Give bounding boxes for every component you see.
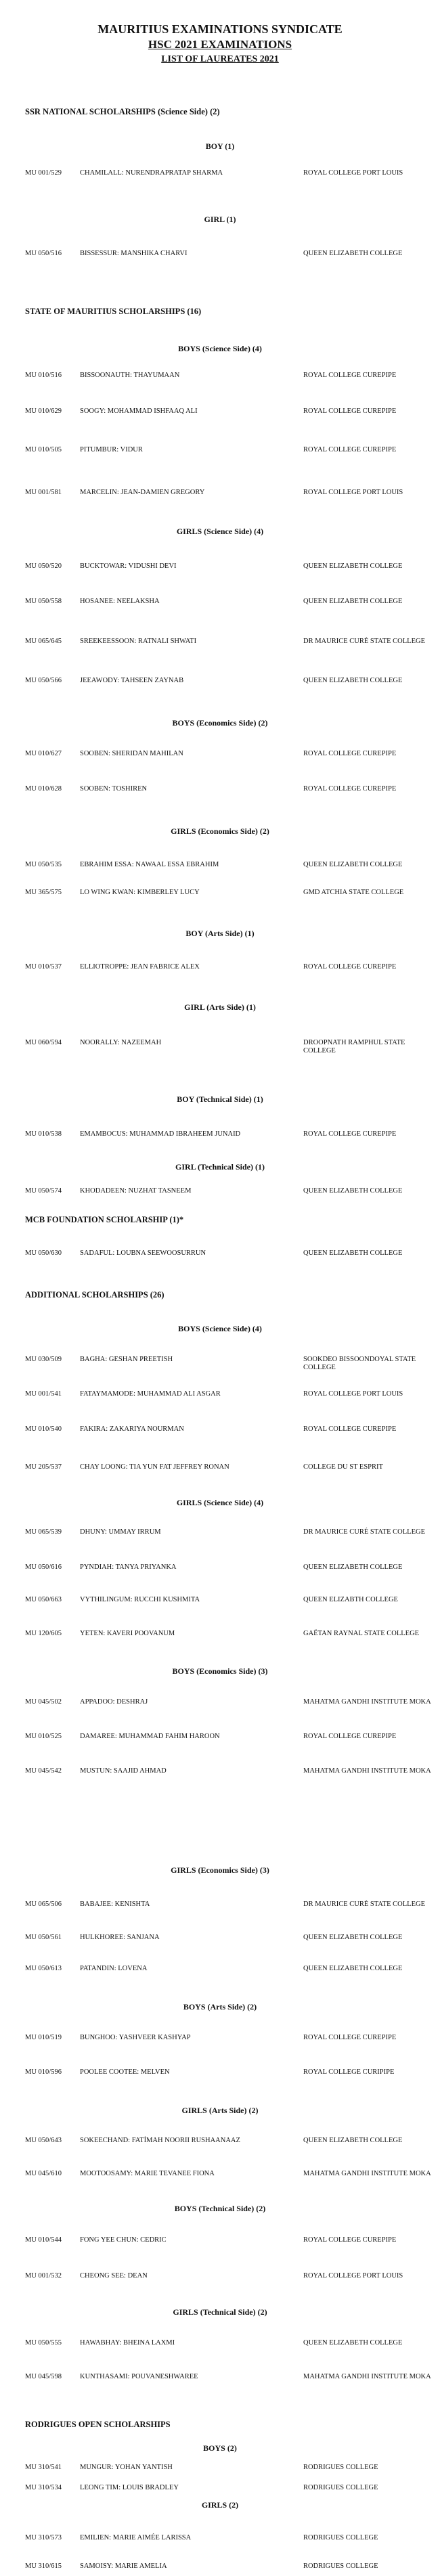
laureate-name: YETEN: KAVERI POOVANUM — [80, 1630, 175, 1637]
section-heading: STATE OF MAURITIUS SCHOLARSHIPS (16) — [25, 307, 202, 316]
list-title: LIST OF LAUREATES 2021 — [161, 54, 279, 64]
index-number: MU 310/541 — [25, 2464, 62, 2471]
index-number: MU 065/539 — [25, 1528, 62, 1536]
index-number: MU 365/575 — [25, 889, 62, 896]
exam-title: HSC 2021 EXAMINATIONS — [148, 38, 292, 51]
laureate-name: CHAY LOONG: TIA YUN FAT JEFFREY RONAN — [80, 1463, 229, 1471]
school-name: ROYAL COLLEGE PORT LOUIS — [303, 169, 403, 177]
laureate-name: SREEKEESSOON: RATNALI SHWATI — [80, 638, 197, 645]
index-number: MU 060/594 — [25, 1039, 62, 1046]
school-name: DR MAURICE CURÉ STATE COLLEGE — [303, 1528, 425, 1536]
index-number: MU 050/574 — [25, 1187, 62, 1195]
laureate-name: CHEONG SEE: DEAN — [80, 2272, 148, 2280]
laureate-name: SOOGY: MOHAMMAD ISHFAAQ ALI — [80, 407, 198, 415]
laureate-name: MUSTUN: SAAJID AHMAD — [80, 1767, 167, 1775]
group-heading: BOYS (Technical Side) (2) — [174, 2204, 266, 2213]
laureate-name: MARCELIN: JEAN-DAMIEN GREGORY — [80, 489, 205, 496]
laureate-name: DAMAREE: MUHAMMAD FAHIM HAROON — [80, 1733, 220, 1740]
laureate-name: LEONG TIM: LOUIS BRADLEY — [80, 2484, 179, 2491]
group-heading: BOYS (Science Side) (4) — [178, 1324, 262, 1333]
index-number: MU 010/629 — [25, 407, 62, 415]
index-number: MU 001/541 — [25, 1390, 62, 1398]
index-number: MU 050/555 — [25, 2339, 62, 2347]
index-number: MU 050/663 — [25, 1596, 62, 1603]
index-number: MU 045/610 — [25, 2170, 62, 2177]
school-name: GAËTAN RAYNAL STATE COLLEGE — [303, 1630, 420, 1637]
school-name: ROYAL COLLEGE PORT LOUIS — [303, 489, 403, 496]
school-name: QUEEN ELIZABETH COLLEGE — [303, 2137, 403, 2144]
index-number: MU 050/643 — [25, 2137, 62, 2144]
laureate-name: KHODADEEN: NUZHAT TASNEEM — [80, 1187, 192, 1195]
group-heading: BOY (1) — [205, 141, 235, 151]
section-heading: SSR NATIONAL SCHOLARSHIPS (Science Side) (2) — [25, 107, 220, 116]
laureate-name: BISSESSUR: MANSHIKA CHARVI — [80, 250, 188, 257]
laureate-name: BABAJEE: KENISHTA — [80, 1901, 150, 1908]
school-name: MAHATMA GANDHI INSTITUTE MOKA — [303, 2170, 431, 2177]
laureate-name: PATANDIN: LOVENA — [80, 1965, 148, 1972]
laureate-name: BUCKTOWAR: VIDUSHI DEVI — [80, 562, 177, 570]
group-heading: BOYS (Economics Side) (3) — [172, 1666, 268, 1676]
index-number: MU 010/596 — [25, 2068, 62, 2076]
laureate-name: HULKHOREE: SANJANA — [80, 1934, 160, 1941]
index-number: MU 050/630 — [25, 1249, 62, 1257]
index-number: MU 310/534 — [25, 2484, 62, 2491]
school-name: ROYAL COLLEGE CUREPIPE — [303, 372, 397, 379]
school-name: ROYAL COLLEGE CUREPIPE — [303, 1733, 397, 1740]
index-number: MU 010/538 — [25, 1130, 62, 1138]
section-heading: RODRIGUES OPEN SCHOLARSHIPS — [25, 2420, 171, 2429]
laureate-name: JEEAWODY: TAHSEEN ZAYNAB — [80, 677, 184, 684]
school-name: SOOKDEO BISSOONDOYAL STATE COLLEGE — [303, 1356, 416, 1371]
school-name: ROYAL COLLEGE CUREPIPE — [303, 1130, 397, 1138]
school-name: ROYAL COLLEGE CUREPIPE — [303, 2034, 397, 2041]
laureate-name: ELLIOTROPPE: JEAN FABRICE ALEX — [80, 963, 200, 971]
laureate-name: BAGHA: GESHAN PREETISH — [80, 1356, 173, 1363]
group-heading: BOYS (Arts Side) (2) — [183, 2002, 257, 2012]
index-number: MU 050/561 — [25, 1934, 62, 1941]
school-name: ROYAL COLLEGE CUREPIPE — [303, 750, 397, 757]
laureate-name: FATAYMAMODE: MUHAMMAD ALI ASGAR — [80, 1390, 221, 1398]
school-name: ROYAL COLLEGE PORT LOUIS — [303, 2272, 403, 2280]
section-heading: ADDITIONAL SCHOLARSHIPS (26) — [25, 1290, 164, 1300]
school-name: ROYAL COLLEGE CUREPIPE — [303, 407, 397, 415]
laureate-name: MOOTOOSAMY: MARIE TEVANEE FIONA — [80, 2170, 215, 2177]
index-number: MU 310/573 — [25, 2534, 62, 2541]
index-number: MU 050/613 — [25, 1965, 62, 1972]
school-name: RODRIGUES COLLEGE — [303, 2534, 378, 2541]
index-number: MU 010/627 — [25, 750, 62, 757]
laureate-name: EMILIEN: MARIE AIMÉE LARISSA — [80, 2534, 192, 2541]
group-heading: GIRLS (Technical Side) (2) — [173, 2307, 267, 2317]
school-name: QUEEN ELIZABTH COLLEGE — [303, 1596, 398, 1603]
school-name: MAHATMA GANDHI INSTITUTE MOKA — [303, 2373, 431, 2380]
school-name: QUEEN ELIZABETH COLLEGE — [303, 250, 403, 257]
school-name: QUEEN ELIZABETH COLLEGE — [303, 677, 403, 684]
index-number: MU 010/628 — [25, 785, 62, 793]
school-name: ROYAL COLLEGE CUREPIPE — [303, 963, 397, 971]
group-heading: GIRL (Technical Side) (1) — [175, 1162, 265, 1172]
school-name: ROYAL COLLEGE CUREPIPE — [303, 446, 397, 453]
index-number: MU 010/540 — [25, 1425, 62, 1433]
group-heading: GIRLS (Economics Side) (3) — [171, 1865, 269, 1875]
school-name: ROYAL COLLEGE CUREPIPE — [303, 2236, 397, 2244]
school-name: RODRIGUES COLLEGE — [303, 2562, 378, 2570]
group-heading: GIRLS (Economics Side) (2) — [171, 826, 269, 836]
school-name: QUEEN ELIZABETH COLLEGE — [303, 562, 403, 570]
school-name: QUEEN ELIZABETH COLLEGE — [303, 1934, 403, 1941]
index-number: MU 065/506 — [25, 1901, 62, 1908]
school-name: DR MAURICE CURÉ STATE COLLEGE — [303, 638, 425, 645]
index-number: MU 050/520 — [25, 562, 62, 570]
school-name: QUEEN ELIZABETH COLLEGE — [303, 1965, 403, 1972]
laureate-name: SOKEECHAND: FATİMAH NOORII RUSHAANAAZ — [80, 2137, 240, 2144]
school-name: DR MAURICE CURÉ STATE COLLEGE — [303, 1901, 425, 1908]
laureate-name: KUNTHASAMI: POUVANESHWAREE — [80, 2373, 198, 2380]
group-heading: BOYS (2) — [203, 2443, 237, 2453]
index-number: MU 050/566 — [25, 677, 62, 684]
index-number: MU 010/544 — [25, 2236, 62, 2244]
school-name: QUEEN ELIZABETH COLLEGE — [303, 1563, 403, 1571]
index-number: MU 045/502 — [25, 1698, 62, 1706]
group-heading: BOYS (Science Side) (4) — [178, 344, 262, 353]
school-name: DROOPNATH RAMPHUL STATE COLLEGE — [303, 1039, 405, 1054]
index-number: MU 001/581 — [25, 489, 62, 496]
laureate-name: SOOBEN: TOSHIREN — [80, 785, 148, 793]
index-number: MU 010/516 — [25, 372, 62, 379]
laureate-name: FONG YEE CHUN: CEDRIC — [80, 2236, 167, 2244]
index-number: MU 001/532 — [25, 2272, 62, 2280]
index-number: MU 010/537 — [25, 963, 62, 971]
laureate-name: FAKIRA: ZAKARIYA NOURMAN — [80, 1425, 184, 1433]
index-number: MU 205/537 — [25, 1463, 62, 1471]
org-title: MAURITIUS EXAMINATIONS SYNDICATE — [97, 22, 343, 36]
index-number: MU 045/598 — [25, 2373, 62, 2380]
index-number: MU 010/505 — [25, 446, 62, 453]
laureate-name: CHAMILALL: NURENDRAPRATAP SHARMA — [80, 169, 223, 177]
school-name: ROYAL COLLEGE CURIPIPE — [303, 2068, 395, 2076]
group-heading: BOY (Technical Side) (1) — [177, 1094, 263, 1104]
index-number: MU 050/516 — [25, 250, 62, 257]
laureate-name: SOOBEN: SHERIDAN MAHILAN — [80, 750, 183, 757]
index-number: MU 050/558 — [25, 598, 62, 605]
laureate-name: MUNGUR: YOHAN YANTISH — [80, 2464, 173, 2471]
group-heading: BOYS (Economics Side) (2) — [172, 718, 268, 728]
school-name: MAHATMA GANDHI INSTITUTE MOKA — [303, 1698, 431, 1706]
school-name: RODRIGUES COLLEGE — [303, 2484, 378, 2491]
school-name: RODRIGUES COLLEGE — [303, 2464, 378, 2471]
laureate-name: APPADOO: DESHRAJ — [80, 1698, 148, 1706]
school-name: ROYAL COLLEGE PORT LOUIS — [303, 1390, 403, 1398]
index-number: MU 030/509 — [25, 1356, 62, 1363]
index-number: MU 045/542 — [25, 1767, 62, 1775]
laureate-name: BUNGHOO: YASHVEER KASHYAP — [80, 2034, 191, 2041]
laureate-name: SAMOISY: MARIE AMELIA — [80, 2562, 167, 2570]
index-number: MU 050/535 — [25, 861, 62, 868]
school-name: MAHATMA GANDHI INSTITUTE MOKA — [303, 1767, 431, 1775]
index-number: MU 050/616 — [25, 1563, 62, 1571]
group-heading: GIRLS (Arts Side) (2) — [181, 2106, 259, 2115]
laureate-name: POOLEE COOTEE: MELVEN — [80, 2068, 170, 2076]
laureate-name: LO WING KWAN: KIMBERLEY LUCY — [80, 889, 200, 896]
group-heading: GIRL (1) — [204, 215, 236, 224]
laureate-name: EMAMBOCUS: MUHAMMAD IBRAHEEM JUNAID — [80, 1130, 241, 1138]
school-name: QUEEN ELIZABETH COLLEGE — [303, 2339, 403, 2347]
laureate-name: HOSANEE: NEELAKSHA — [80, 598, 160, 605]
school-name: GMD ATCHIA STATE COLLEGE — [303, 889, 404, 896]
school-name: QUEEN ELIZABETH COLLEGE — [303, 1187, 403, 1195]
laureate-name: BISSOONAUTH: THAYUMAAN — [80, 372, 180, 379]
laureate-name: VYTHILINGUM: RUCCHI KUSHMITA — [80, 1596, 200, 1603]
laureate-name: HAWABHAY: BHEINA LAXMI — [80, 2339, 175, 2347]
group-heading: GIRLS (Science Side) (4) — [176, 527, 264, 536]
laureate-name: SADAFUL: LOUBNA SEEWOOSURRUN — [80, 1249, 206, 1257]
school-name: QUEEN ELIZABETH COLLEGE — [303, 598, 403, 605]
index-number: MU 010/525 — [25, 1733, 62, 1740]
laureate-name: DHUNY: UMMAY IRRUM — [80, 1528, 161, 1536]
school-name: QUEEN ELIZABETH COLLEGE — [303, 861, 403, 868]
school-name: QUEEN ELIZABETH COLLEGE — [303, 1249, 403, 1257]
group-heading: GIRL (Arts Side) (1) — [184, 1002, 256, 1012]
laureate-name: PITUMBUR: VIDUR — [80, 446, 143, 453]
laureate-name: EBRAHIM ESSA: NAWAAL ESSA EBRAHIM — [80, 861, 219, 868]
school-name: COLLEGE DU ST ESPRIT — [303, 1463, 383, 1471]
school-name: ROYAL COLLEGE CUREPIPE — [303, 1425, 397, 1433]
index-number: MU 310/615 — [25, 2562, 62, 2570]
school-name: ROYAL COLLEGE CUREPIPE — [303, 785, 397, 793]
index-number: MU 010/519 — [25, 2034, 62, 2041]
index-number: MU 001/529 — [25, 169, 62, 177]
group-heading: GIRLS (2) — [201, 2500, 239, 2510]
index-number: MU 120/605 — [25, 1630, 62, 1637]
index-number: MU 065/645 — [25, 638, 62, 645]
laureate-name: NOORALLY: NAZEEMAH — [80, 1039, 162, 1046]
group-heading: BOY (Arts Side) (1) — [185, 929, 255, 938]
group-heading: GIRLS (Science Side) (4) — [176, 1498, 264, 1507]
section-heading: MCB FOUNDATION SCHOLARSHIP (1)* — [25, 1215, 184, 1224]
laureate-name: PYNDIAH: TANYA PRIYANKA — [80, 1563, 177, 1571]
